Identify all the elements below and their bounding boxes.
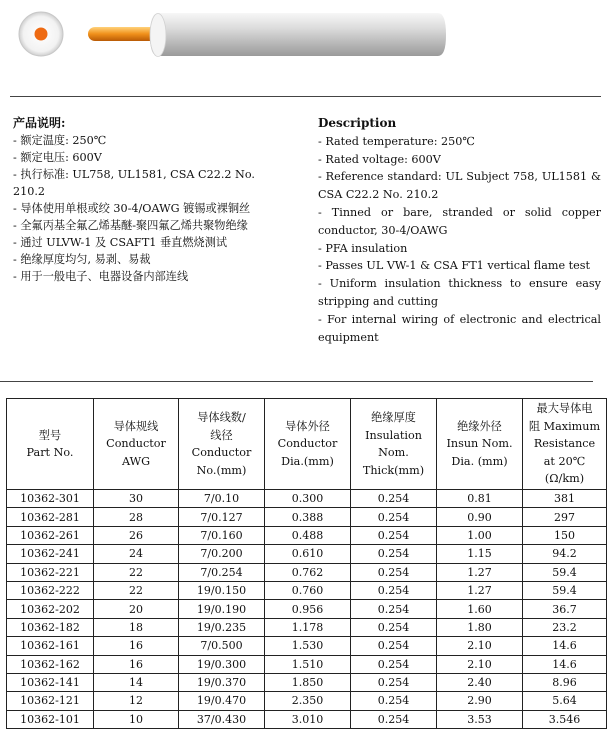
cell-awg: 18	[94, 618, 179, 636]
cell-resistance: 23.2	[523, 618, 607, 636]
cell-strand: 7/0.200	[179, 545, 265, 563]
cell-resistance: 14.6	[523, 655, 607, 673]
cell-insulation-thick: 0.254	[351, 545, 437, 563]
cell-strand: 7/0.10	[179, 490, 265, 508]
cell-strand: 7/0.500	[179, 637, 265, 655]
cell-awg: 16	[94, 655, 179, 673]
header-insulation-dia: 绝缘外径 Insun Nom. Dia. (mm)	[437, 399, 523, 490]
cell-insulation-thick: 0.254	[351, 563, 437, 581]
cell-conductor-dia: 1.530	[265, 637, 351, 655]
cell-insulation-thick: 0.254	[351, 581, 437, 599]
table-row	[7, 563, 607, 581]
cell-part-no: 10362-222	[7, 581, 94, 599]
description-cn-title: 产品说明:	[13, 116, 66, 130]
cell-resistance: 59.4	[523, 581, 607, 599]
cell-conductor-dia: 1.510	[265, 655, 351, 673]
cell-part-no: 10362-121	[7, 692, 94, 710]
cn-line: - 绝缘厚度均匀, 易剥、易裁	[13, 253, 151, 266]
cable-jacket	[150, 13, 446, 56]
cable-illustration	[0, 0, 613, 80]
cell-awg: 12	[94, 692, 179, 710]
cell-insulation-dia: 0.81	[437, 490, 523, 508]
cell-part-no: 10362-141	[7, 673, 94, 691]
top-divider	[10, 96, 601, 97]
header-conductor-no: 导体线数/ 线径 Conductor No.(mm)	[179, 399, 265, 490]
header-insulation-thick: 绝缘厚度 Insulation Nom. Thick(mm)	[351, 399, 437, 490]
cell-part-no: 10362-221	[7, 563, 94, 581]
cell-insulation-dia: 2.10	[437, 655, 523, 673]
cell-strand: 19/0.370	[179, 673, 265, 691]
cell-part-no: 10362-261	[7, 526, 94, 544]
en-line: - Rated temperature: 250℃	[318, 134, 475, 148]
spec-table	[6, 398, 607, 729]
cell-conductor-dia: 0.762	[265, 563, 351, 581]
en-line: - Tinned or bare, stranded or solid copper conductor, 30-4/OAWG	[318, 205, 601, 237]
cell-insulation-thick: 0.254	[351, 526, 437, 544]
cell-awg: 28	[94, 508, 179, 526]
cell-insulation-dia: 1.00	[437, 526, 523, 544]
cell-strand: 19/0.235	[179, 618, 265, 636]
en-line: - Passes UL VW-1 & CSA FT1 vertical flame test	[318, 259, 591, 273]
cell-strand: 19/0.150	[179, 581, 265, 599]
cn-line: - 额定电压: 600V	[13, 151, 102, 164]
cell-strand: 7/0.254	[179, 563, 265, 581]
table-row	[7, 618, 607, 636]
cell-insulation-thick: 0.254	[351, 692, 437, 710]
cell-resistance: 5.64	[523, 692, 607, 710]
cell-resistance: 59.4	[523, 563, 607, 581]
cell-insulation-dia: 1.27	[437, 563, 523, 581]
copper-conductor	[88, 27, 158, 41]
cell-insulation-dia: 2.90	[437, 692, 523, 710]
cell-conductor-dia: 1.178	[265, 618, 351, 636]
cell-strand: 7/0.127	[179, 508, 265, 526]
header-conductor-dia: 导体外径 Conductor Dia.(mm)	[265, 399, 351, 490]
cell-insulation-dia: 1.15	[437, 545, 523, 563]
cell-insulation-dia: 2.40	[437, 673, 523, 691]
header-max-resistance: 最大导体电 阻 Maximum Resistance at 20℃ (Ω/km)	[523, 399, 607, 490]
table-row	[7, 673, 607, 691]
table-row	[7, 490, 607, 508]
table-row	[7, 600, 607, 618]
cell-conductor-dia: 0.956	[265, 600, 351, 618]
description-en-title: Description	[318, 116, 397, 130]
cell-insulation-thick: 0.254	[351, 508, 437, 526]
table-row	[7, 508, 607, 526]
cross-section-conductor	[35, 28, 48, 41]
cell-conductor-dia: 0.610	[265, 545, 351, 563]
cell-strand: 7/0.160	[179, 526, 265, 544]
cell-insulation-dia: 1.60	[437, 600, 523, 618]
cell-awg: 10	[94, 710, 179, 728]
cell-awg: 24	[94, 545, 179, 563]
cell-resistance: 94.2	[523, 545, 607, 563]
table-row	[7, 526, 607, 544]
cell-conductor-dia: 0.300	[265, 490, 351, 508]
cn-line: - 导体使用单根或绞 30-4/OAWG 镀锡或裸铜丝	[13, 202, 251, 215]
cell-insulation-thick: 0.254	[351, 600, 437, 618]
table-row	[7, 581, 607, 599]
cell-strand: 19/0.470	[179, 692, 265, 710]
cell-insulation-dia: 0.90	[437, 508, 523, 526]
cell-resistance: 297	[523, 508, 607, 526]
cell-resistance: 8.96	[523, 673, 607, 691]
header-part-no: 型号 Part No.	[7, 399, 94, 490]
cell-awg: 22	[94, 581, 179, 599]
cell-conductor-dia: 2.350	[265, 692, 351, 710]
cell-awg: 22	[94, 563, 179, 581]
table-row	[7, 692, 607, 710]
cell-resistance: 36.7	[523, 600, 607, 618]
cell-awg: 14	[94, 673, 179, 691]
cell-conductor-dia: 0.760	[265, 581, 351, 599]
cn-line: - 用于一般电子、电器设备内部连线	[13, 270, 189, 283]
cell-strand: 19/0.190	[179, 600, 265, 618]
cell-part-no: 10362-162	[7, 655, 94, 673]
table-row	[7, 545, 607, 563]
en-line: - For internal wiring of electronic and electrical equipment	[318, 312, 601, 344]
cell-insulation-dia: 2.10	[437, 637, 523, 655]
cell-conductor-dia: 3.010	[265, 710, 351, 728]
cell-conductor-dia: 0.388	[265, 508, 351, 526]
cell-resistance: 3.546	[523, 710, 607, 728]
cell-insulation-thick: 0.254	[351, 655, 437, 673]
cell-conductor-dia: 1.850	[265, 673, 351, 691]
table-body	[7, 490, 607, 729]
description-en	[318, 115, 601, 346]
cell-part-no: 10362-281	[7, 508, 94, 526]
cell-part-no: 10362-202	[7, 600, 94, 618]
cell-strand: 19/0.300	[179, 655, 265, 673]
table-header-row	[7, 399, 607, 490]
cell-insulation-thick: 0.254	[351, 637, 437, 655]
cell-part-no: 10362-301	[7, 490, 94, 508]
en-line: - Rated voltage: 600V	[318, 152, 441, 166]
cell-insulation-dia: 1.80	[437, 618, 523, 636]
cell-awg: 30	[94, 490, 179, 508]
cell-awg: 16	[94, 637, 179, 655]
cn-line: - 全氟丙基全氟乙烯基醚-聚四氟乙烯共聚物绝缘	[13, 219, 248, 232]
cell-resistance: 14.6	[523, 637, 607, 655]
cell-resistance: 150	[523, 526, 607, 544]
cell-conductor-dia: 0.488	[265, 526, 351, 544]
header-conductor-awg: 导体规线 Conductor AWG	[94, 399, 179, 490]
section-divider	[0, 381, 593, 382]
cell-insulation-thick: 0.254	[351, 618, 437, 636]
cell-insulation-thick: 0.254	[351, 710, 437, 728]
cell-part-no: 10362-161	[7, 637, 94, 655]
table-row	[7, 655, 607, 673]
cell-insulation-dia: 3.53	[437, 710, 523, 728]
table-row	[7, 637, 607, 655]
en-line: - PFA insulation	[318, 241, 408, 255]
cn-line: 210.2	[13, 185, 46, 198]
en-line: - Uniform insulation thickness to ensure easy stripping and cutting	[318, 277, 601, 308]
cn-line: - 额定温度: 250℃	[13, 134, 107, 147]
cn-line: - 执行标准: UL758, UL1581, CSA C22.2 No.	[13, 168, 255, 181]
cell-insulation-thick: 0.254	[351, 490, 437, 508]
cell-resistance: 381	[523, 490, 607, 508]
table-row	[7, 710, 607, 728]
description-cn	[13, 115, 303, 285]
cell-insulation-thick: 0.254	[351, 673, 437, 691]
cell-awg: 20	[94, 600, 179, 618]
cell-part-no: 10362-182	[7, 618, 94, 636]
cell-insulation-dia: 1.27	[437, 581, 523, 599]
en-line: - Reference standard: UL Subject 758, UL1581 & CSA C22.2 No. 210.2	[318, 170, 601, 202]
cn-line: - 通过 ULVW-1 及 CSAFT1 垂直燃烧测试	[13, 236, 228, 249]
cell-part-no: 10362-101	[7, 710, 94, 728]
cell-part-no: 10362-241	[7, 545, 94, 563]
cell-strand: 37/0.430	[179, 710, 265, 728]
cell-awg: 26	[94, 526, 179, 544]
